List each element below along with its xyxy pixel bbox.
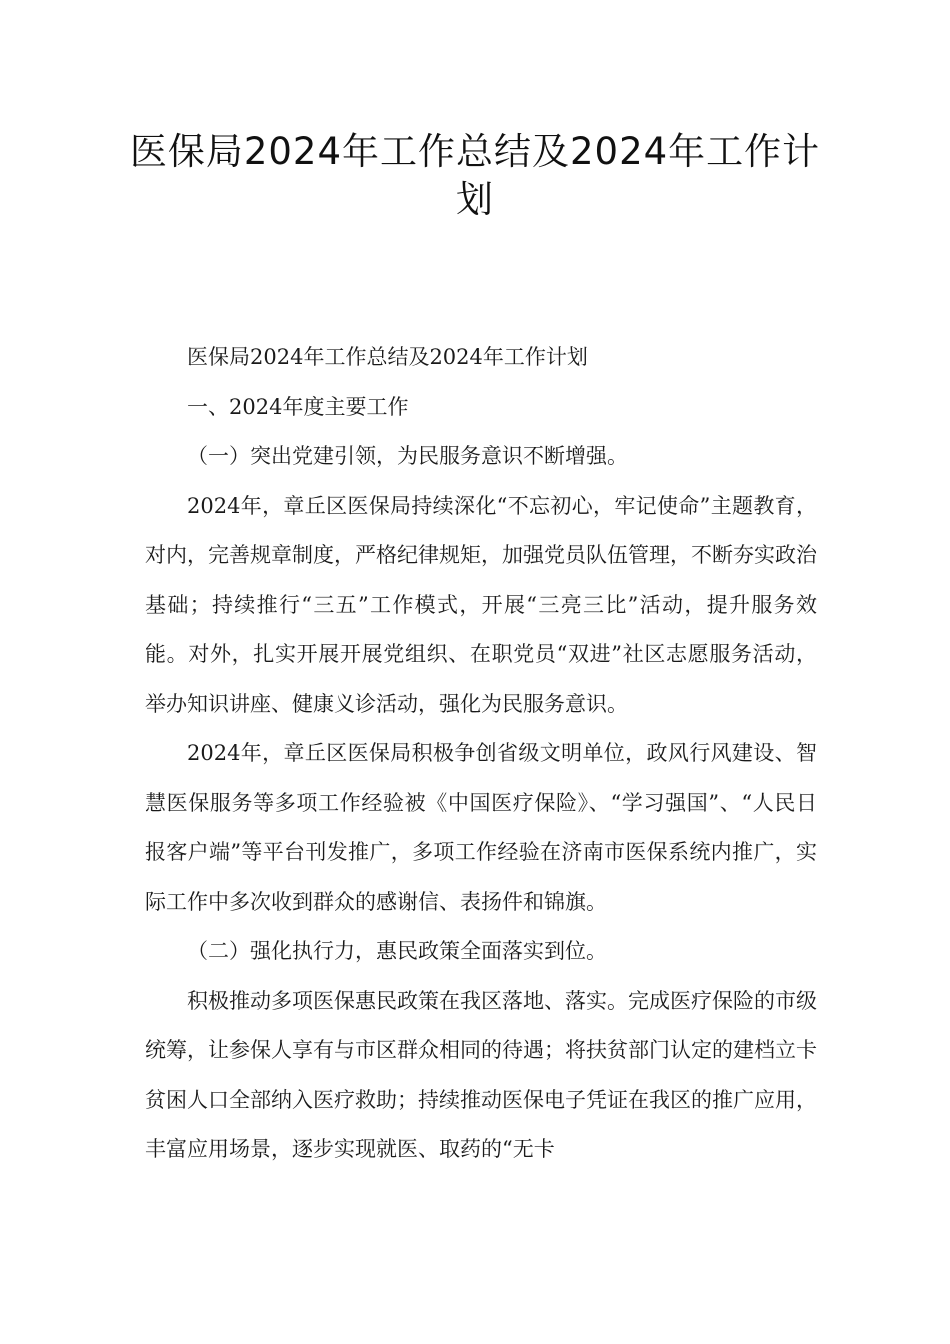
body-paragraph: 2024年，章丘区医保局积极争创省级文明单位，政风行风建设、智慧医保服务等多项工作经验被《中国医疗保险》、“学习强国”、“人民日报客户端”等平台刊发推广，多项工作经验在济南市医保系统内推广，实际工作中多次收到群众的感谢信、表扬件和锦旗。 [145,741,817,914]
subsection-heading: （一）突出党建引领，为民服务意识不断增强。 [187,444,628,468]
body-paragraph: 2024年，章丘区医保局持续深化“不忘初心，牢记使命”主题教育，对内，完善规章制度，严格纪律规矩，加强党员队伍管理，不断夯实政治基础；持续推行“三五”工作模式，开展“三亮三比”活动，提升服务效能。对外，扎实开展开展党组织、在职党员“双进”社区志愿服务活动，举办知识讲座、健康义诊活动，强化为民服务意识。 [145,493,817,716]
body-paragraph: 积极推动多项医保惠民政策在我区落地、落实。完成医疗保险的市级统筹，让参保人享有与市区群众相同的待遇；将扶贫部门认定的建档立卡贫困人口全部纳入医疗救助；持续推动医保电子凭证在我区的推广应用，丰富应用场景，逐步实现就医、取药的“无卡 [145,988,817,1161]
document-body [145,333,817,1175]
document-title: 医保局2024年工作总结及2024年工作计划 [129,130,821,221]
section-heading: 一、2024年度主要工作 [187,394,409,419]
paragraph-subtitle: 医保局2024年工作总结及2024年工作计划 [187,345,588,369]
subsection-heading: （二）强化执行力，惠民政策全面落实到位。 [187,939,607,963]
